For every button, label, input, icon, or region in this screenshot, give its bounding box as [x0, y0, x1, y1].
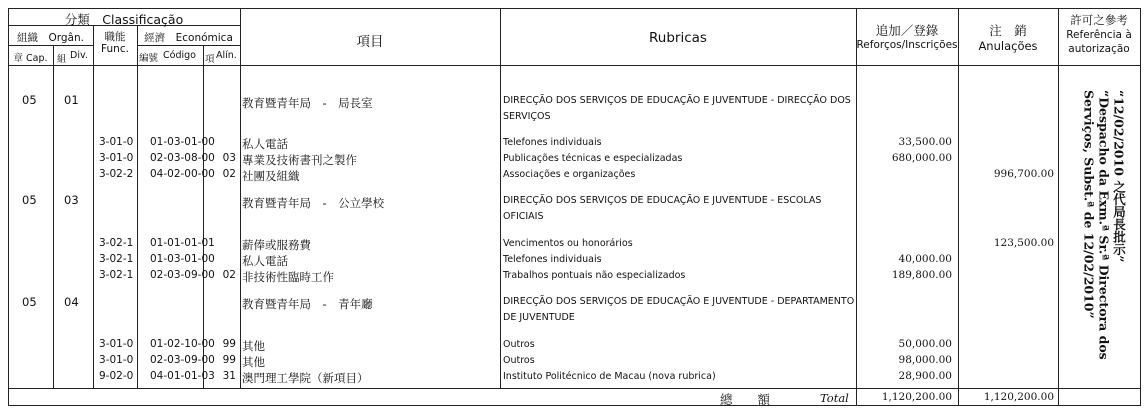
econ-divider [137, 45, 240, 46]
row-item-cn: 私人電話 [242, 254, 288, 268]
header-chapter: 章 Cap. [13, 53, 48, 64]
row-item-cn: 非技術性臨時工作 [242, 270, 334, 284]
header-ref-2: autorização [1068, 43, 1130, 55]
row-item-cn: 其他 [242, 355, 265, 369]
row-func: 3-01-0 [99, 136, 134, 148]
row-func: 3-02-1 [99, 237, 134, 249]
row-cancel: 123,500.00 [993, 237, 1054, 249]
col-line-div [93, 25, 94, 388]
body-bottom-line [8, 388, 1141, 389]
group-name-pt-line2: SERVIÇOS [503, 111, 551, 122]
row-reinforce: 28,900.00 [898, 370, 952, 382]
row-cancel: 996,700.00 [993, 168, 1054, 180]
row-rubrica: Outros [503, 339, 535, 350]
row-alin: 99 [222, 354, 236, 366]
row-code: 04-02-00-00 [150, 168, 215, 180]
total-label-cn: 總 額 [720, 392, 771, 407]
header-econ: 經濟 Económica [144, 32, 233, 44]
group-name-pt-line1: DIRECÇÃO DOS SERVIÇOS DE EDUCAÇÃO E JUVENTUDE - DIRECÇÃO DOS [503, 95, 851, 106]
row-code: 01-03-01-00 [150, 136, 215, 148]
row-code: 01-03-01-00 [150, 253, 215, 265]
row-alin: 02 [222, 168, 236, 180]
row-code: 02-03-09-00 [150, 269, 215, 281]
row-reinforce: 189,800.00 [891, 269, 952, 281]
authorization-line-2: “Despacho da Exm.ª Sr.ª Directora dos [1096, 90, 1112, 360]
row-rubrica: Telefones individuais [503, 137, 602, 148]
row-code: 02-03-09-00 [150, 354, 215, 366]
row-rubrica: Instituto Politécnico de Macau (nova rubrica) [503, 371, 716, 382]
total-label: Total [820, 391, 849, 405]
authorization-reference [1066, 75, 1142, 375]
row-item-cn: 社團及組織 [242, 169, 300, 183]
row-func: 9-02-0 [99, 370, 134, 382]
border-bottom [8, 405, 1141, 406]
row-func: 3-02-1 [99, 253, 134, 265]
header-reinforce: Reforços/Inscrições [856, 39, 958, 51]
header-bottom-line [8, 65, 1141, 66]
row-reinforce: 98,000.00 [898, 354, 952, 366]
row-rubrica: Outros [503, 355, 535, 366]
header-item-cn: 項目 [356, 34, 384, 50]
header-ref-cn: 許可之參考 [1070, 13, 1128, 27]
row-alin: 02 [222, 269, 236, 281]
row-rubrica: Vencimentos ou honorários [503, 238, 633, 249]
authorization-line-1: “12/02/2010 之代局長批示” [1111, 90, 1127, 263]
header-func: Func. [101, 43, 129, 55]
border-left [8, 8, 9, 405]
row-func: 3-01-0 [99, 338, 134, 350]
row-reinforce: 33,500.00 [898, 136, 952, 148]
col-line-reinforce [958, 8, 959, 405]
row-alin: 99 [222, 338, 236, 350]
row-rubrica: Publicações técnicas e especializadas [503, 153, 683, 164]
group-chapter: 05 [22, 295, 37, 309]
row-item-cn: 專業及技術書刊之製作 [242, 153, 357, 167]
group-name-pt-line2: OFICIAIS [503, 211, 544, 222]
header-code: Código [163, 50, 196, 61]
row-code: 01-01-01-01 [150, 237, 215, 249]
header-reinforce-cn: 追加／登錄 [875, 23, 939, 38]
header-organ: 組織 Orgân. [17, 32, 84, 44]
row-code: 02-03-08-00 [150, 152, 215, 164]
row-item-cn: 澳門理工學院（新項目） [242, 371, 369, 385]
row-code: 04-01-01-03 [150, 370, 215, 382]
total-cancel: 1,120,200.00 [983, 391, 1054, 403]
col-line-cancel [1058, 8, 1059, 405]
total-reinforce: 1,120,200.00 [881, 391, 952, 403]
row-alin: 03 [222, 152, 236, 164]
row-reinforce: 680,000.00 [891, 152, 952, 164]
row-item-cn: 私人電話 [242, 137, 288, 151]
group-name-pt-line1: DIRECÇÃO DOS SERVIÇOS DE EDUCAÇÃO E JUVENTUDE - DEPARTAMENTO [503, 296, 855, 307]
group-division: 04 [64, 295, 79, 309]
header-cancel: Anulações [978, 39, 1038, 53]
group-name-cn: 教育暨青年局 - 青年廳 [242, 297, 373, 311]
group-division: 03 [64, 193, 79, 207]
header-ref-1: Referência à [1066, 29, 1132, 41]
header-code-cn: 編號 [139, 53, 159, 64]
header-func-cn: 職能 [104, 31, 126, 43]
header-division-cn: 組 [57, 54, 67, 65]
row-alin: 31 [222, 370, 236, 382]
header-cancel-cn: 注 銷 [989, 23, 1027, 38]
row-rubrica: Associações e organizações [503, 169, 636, 180]
col-line-item [500, 8, 501, 388]
row-rubrica: Telefones individuais [503, 254, 602, 265]
group-name-cn: 教育暨青年局 - 局長室 [242, 96, 373, 110]
col-line-cap [53, 45, 54, 388]
header-division: Div. [70, 50, 88, 61]
row-func: 3-01-0 [99, 354, 134, 366]
group-name-pt-line1: DIRECÇÃO DOS SERVIÇOS DE EDUCAÇÃO E JUVENTUDE - ESCOLAS [503, 195, 822, 206]
col-line-func [137, 25, 138, 388]
border-top [8, 8, 1141, 9]
group-chapter: 05 [22, 93, 37, 107]
row-rubrica: Trabalhos pontuais não especializados [503, 270, 686, 281]
header-alin: Alín. [216, 50, 237, 61]
row-item-cn: 薪俸或服務費 [242, 238, 311, 252]
group-chapter: 05 [22, 193, 37, 207]
row-func: 3-02-1 [99, 269, 134, 281]
col-line-alin [240, 8, 241, 388]
row-code: 01-02-10-00 [150, 338, 215, 350]
group-name-pt-line2: DE JUVENTUDE [503, 312, 575, 323]
header-alin-cn: 項 [205, 54, 215, 65]
row-func: 3-02-2 [99, 168, 134, 180]
row-reinforce: 50,000.00 [898, 338, 952, 350]
row-reinforce: 40,000.00 [898, 253, 952, 265]
col-line-code [203, 45, 204, 388]
row-func: 3-01-0 [99, 152, 134, 164]
group-division: 01 [64, 93, 79, 107]
header-rubricas: Rubricas [649, 30, 707, 46]
authorization-line-3: Serviços, Subst.ª de 12/02/2010” [1081, 90, 1097, 319]
organ-divider [8, 45, 93, 46]
header-classification: 分類 Classificação [64, 12, 184, 27]
group-name-cn: 教育暨青年局 - 公立學校 [242, 196, 385, 210]
row-item-cn: 其他 [242, 339, 265, 353]
